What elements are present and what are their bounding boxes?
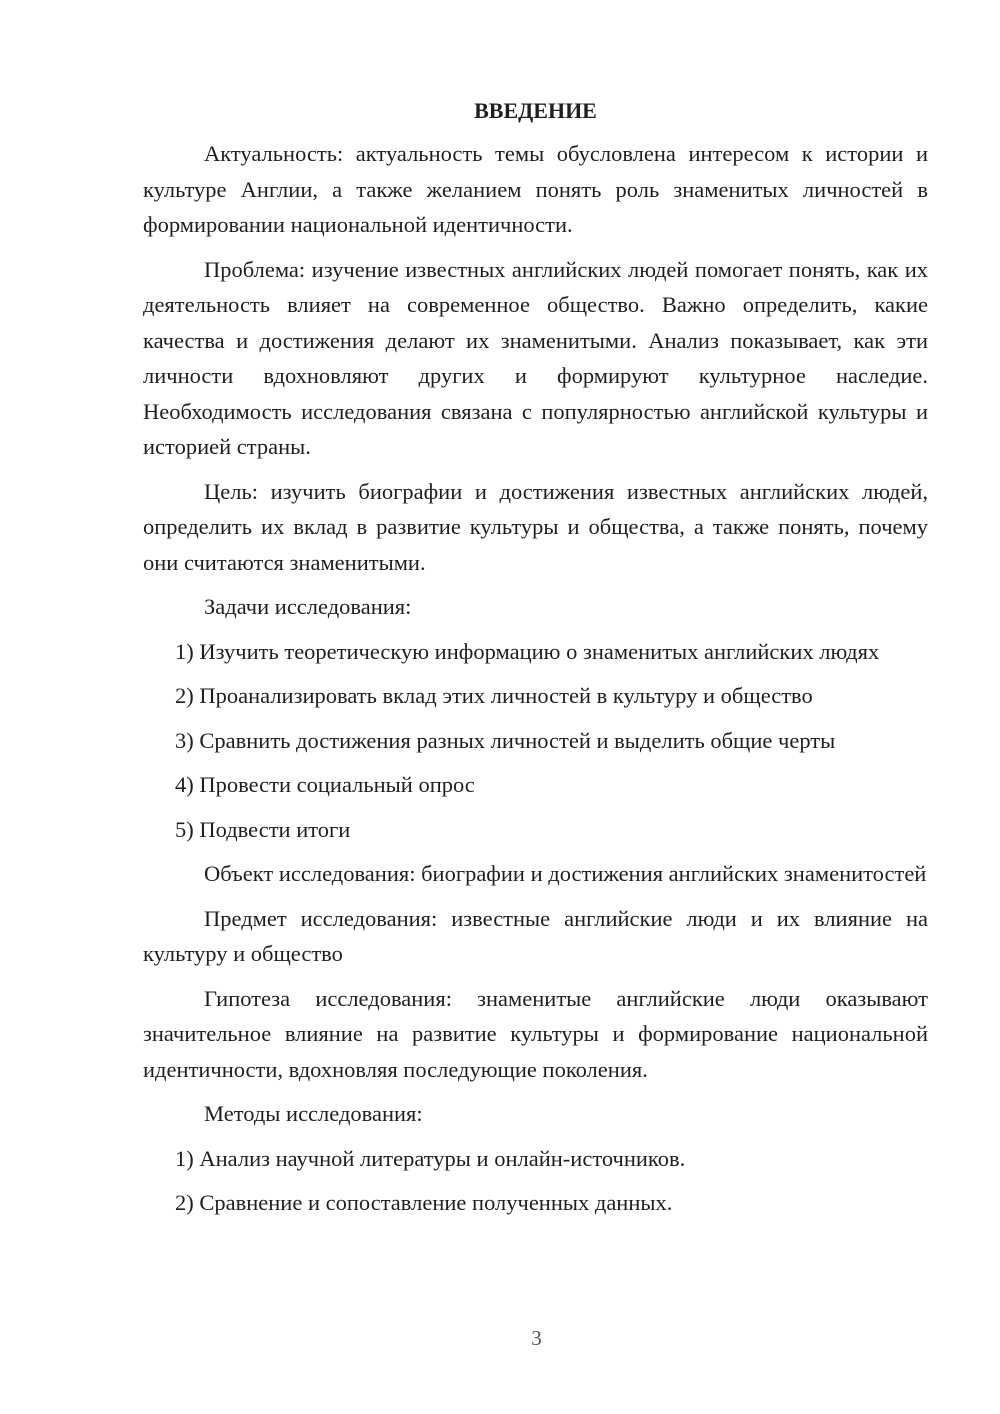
method-item-1: 1) Анализ научной литературы и онлайн-источников. xyxy=(175,1145,686,1171)
actuality-paragraph: Актуальность: актуальность темы обусловлена интересом к истории и культуре Англии, а также желанием понять роль знаменитых личностей в формировании национальной идентичности. xyxy=(143,141,928,237)
task-item-4: 4) Провести социальный опрос xyxy=(175,772,475,797)
task-item-2: 2) Проанализировать вклад этих личностей в культуру и общество xyxy=(175,683,813,708)
hypothesis-paragraph: Гипотеза исследования: знаменитые английские люди оказывают значительное влияние на развитие культуры и формирование национальной идентичности, вдохновляя последующие поколения. xyxy=(143,985,928,1082)
goal-paragraph: Цель: изучить биографии и достижения известных английских людей, определить их вклад в развитие культуры и общества, а также понять, почему они считаются знаменитыми. xyxy=(143,478,928,575)
subject-paragraph: Предмет исследования: известные английские люди и их влияние на культуру и общество xyxy=(143,905,928,966)
task-item-3: 3) Сравнить достижения разных личностей и выделить общие черты xyxy=(175,727,836,753)
page-body xyxy=(143,96,928,1230)
task-item-1: 1) Изучить теоретическую информацию о знаменитых английских людях xyxy=(175,638,880,664)
object-paragraph: Объект исследования: биографии и достижения английских знаменитостей xyxy=(204,861,927,886)
methods-heading: Методы исследования: xyxy=(204,1101,423,1126)
task-item-5: 5) Подвести итоги xyxy=(175,816,351,842)
section-heading: ВВЕДЕНИЕ xyxy=(474,98,597,123)
method-item-2: 2) Сравнение и сопоставление полученных данных. xyxy=(175,1190,673,1215)
problem-paragraph: Проблема: изучение известных английских людей помогает понять, как их деятельность влияет на современное общество. Важно определить, какие качества и достижения делают их знаменитыми. Анализ показывает, как эти личности вдохновляют других и формируют культурное наследие. Необходимость исследования связана с популярностью английской культуры и историей страны. xyxy=(143,256,928,459)
tasks-heading: Задачи исследования: xyxy=(204,594,412,619)
page-number: 3 xyxy=(531,1326,542,1350)
